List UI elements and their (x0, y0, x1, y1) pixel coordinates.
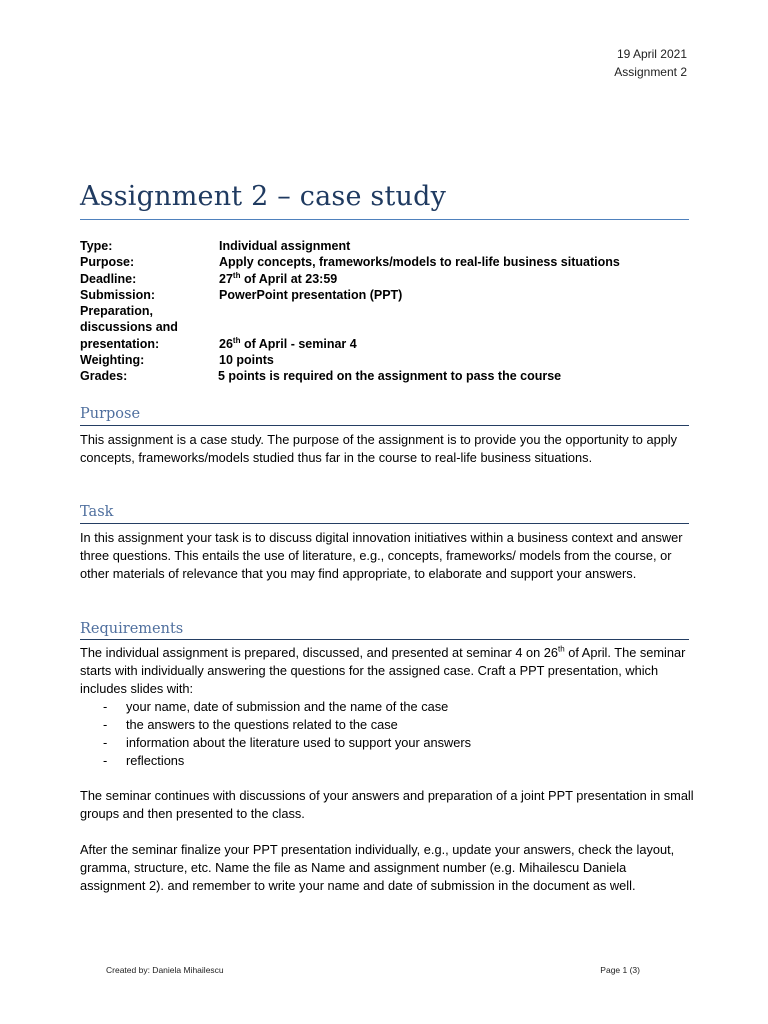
meta-label: Type: (80, 239, 113, 253)
presentation-suffix: th (232, 335, 241, 345)
dash-bullet-icon: - (103, 716, 108, 732)
meta-label: presentation: (80, 336, 160, 351)
list-item (80, 752, 680, 770)
meta-value (219, 319, 689, 335)
meta-row-grades (80, 368, 689, 384)
requirements-heading: Requirements (80, 621, 184, 637)
deadline-suffix: th (232, 270, 241, 280)
deadline-day: 27 (219, 271, 233, 286)
dash-bullet-icon: - (103, 699, 108, 714)
meta-value: 5 points is required on the assignment to pass the course (218, 369, 562, 384)
meta-value: Apply concepts, frameworks/models to real-life business situations (219, 255, 620, 270)
requirements-intro-suffix: th (558, 644, 565, 654)
dash-bullet-icon: - (103, 752, 108, 768)
list-item-text: reflections (126, 752, 185, 768)
title-divider (80, 219, 689, 220)
requirements-divider (80, 639, 689, 640)
purpose-text: This assignment is a case study. The purpose of the assignment is to provide you the opportunity to apply concepts, frameworks/models studied thus far in the course to real-life business situations. (80, 432, 678, 465)
footer-author: Created by: Daniela Mihailescu (106, 965, 224, 975)
purpose-heading: Purpose (80, 406, 141, 422)
header-date: 19 April 2021 (616, 47, 687, 61)
requirements-paragraph-2: The seminar continues with discussions of your answers and preparation of a joint PPT presentation in small groups and then presented to the class. (80, 788, 694, 821)
list-item-text: your name, date of submission and the name of the case (126, 699, 449, 714)
list-item (80, 734, 680, 752)
meta-label: Purpose: (80, 255, 135, 270)
header-doc: Assignment 2 (614, 65, 687, 79)
meta-label: discussions and (80, 320, 178, 335)
meta-row-deadline (80, 271, 689, 287)
meta-row-submission (80, 287, 689, 303)
meta-value (219, 271, 689, 287)
meta-row-purpose (80, 254, 689, 270)
meta-row-discussions (80, 319, 689, 335)
deadline-rest: of April at 23:59 (240, 271, 338, 286)
requirements-intro (80, 644, 695, 698)
task-heading: Task (80, 504, 114, 520)
requirements-intro-end: of April. The seminar starts with individually answering the questions for the assigned case. Craft a PPT presentation, which includes slides with: (80, 645, 686, 696)
page-header (614, 45, 687, 81)
meta-value (219, 336, 689, 352)
presentation-day: 26 (219, 336, 233, 351)
task-divider (80, 523, 689, 524)
meta-row-presentation (80, 336, 689, 352)
list-item (80, 698, 680, 716)
meta-row-type (80, 238, 689, 254)
page-title: Assignment 2 – case study (80, 181, 447, 212)
requirements-intro-start: The individual assignment is prepared, discussed, and presented at seminar 4 on 26 (80, 645, 559, 660)
meta-label: Preparation, (80, 304, 153, 319)
meta-value: Individual assignment (219, 239, 351, 253)
meta-label: Grades: (80, 369, 128, 384)
meta-row-weighting (80, 352, 689, 368)
meta-value: 10 points (219, 353, 274, 368)
list-item-text: the answers to the questions related to the case (126, 716, 398, 732)
assignment-details (80, 238, 689, 385)
footer-page-number: Page 1 (3) (600, 965, 640, 975)
presentation-rest: of April - seminar 4 (240, 336, 357, 351)
meta-value (219, 303, 689, 319)
requirements-list (80, 698, 680, 770)
list-item-text: information about the literature used to support your answers (126, 734, 471, 750)
meta-label: Deadline: (80, 271, 137, 286)
meta-label: Weighting: (80, 353, 145, 368)
task-text: In this assignment your task is to discuss digital innovation initiatives within a business context and answer three questions. This entails the use of literature, e.g., concepts, frameworks/ models from the course, or other materials of relevance that you may find appropriate, to elaborate and support your answers. (80, 530, 683, 581)
requirements-paragraph-3: After the seminar finalize your PPT presentation individually, e.g., update your answers, check the layout, gramma, structure, etc. Name the file as Name and assignment number (e.g. Mihailescu Daniela assignment 2). and remember to write your name and date of submission in the document as well. (80, 842, 675, 893)
list-item (80, 716, 680, 734)
meta-value: PowerPoint presentation (PPT) (219, 287, 403, 302)
purpose-divider (80, 425, 689, 426)
meta-row-preparation (80, 303, 689, 319)
meta-label: Submission: (80, 287, 156, 302)
dash-bullet-icon: - (103, 734, 108, 750)
